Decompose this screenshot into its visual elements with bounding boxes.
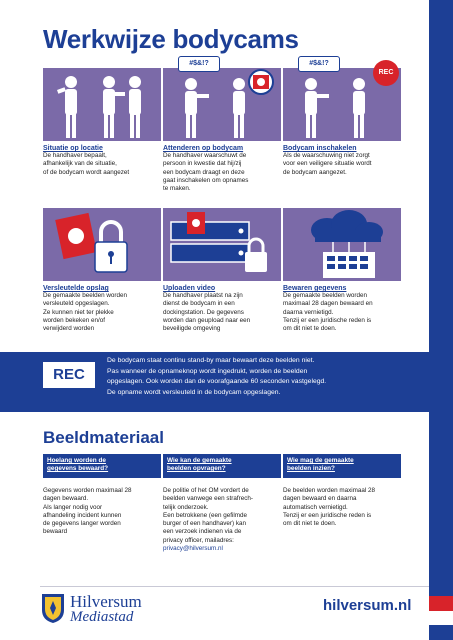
- card-text: De handhaver bepaalt, afhankelijk van de situatie, of de bodycam wordt aangezet: [43, 152, 130, 176]
- rec-label: REC: [43, 362, 95, 388]
- footer-divider: [40, 586, 429, 587]
- cloud-calendar-illustration: [283, 208, 401, 281]
- column-bewaartermijn: [43, 454, 161, 537]
- page-title: Werkwijze bodycams: [43, 24, 299, 54]
- card-heading: Bewaren gegevens: [283, 285, 347, 292]
- column-text: [163, 487, 281, 553]
- column-heading: Wie mag de gemaakte beelden inzien?: [283, 454, 401, 478]
- warning-illustration: [163, 68, 281, 141]
- rec-badge: REC: [373, 60, 399, 86]
- column-text: Gegevens worden maximaal 28 dagen bewaard. Als langer nodig voor afhandeling incident kunnen de gegevens langer worden bewaard: [43, 487, 132, 536]
- hilversum-logo[interactable]: [40, 590, 190, 630]
- card-heading: Versleutelde opslag: [43, 285, 109, 292]
- card-heading: Situatie op locatie: [43, 145, 103, 152]
- logo-line2: Mediastad: [70, 609, 134, 625]
- dockingstation-illustration: [163, 208, 281, 281]
- card-heading: Attenderen op bodycam: [163, 145, 244, 152]
- card-heading: Uploaden video: [163, 285, 216, 292]
- card-text: De gemaakte beelden worden versleuteld opgeslagen. Ze kunnen niet ter plekke worden bekeken en/of verwijderd worden: [43, 292, 128, 333]
- card-heading: Bodycam inschakelen: [283, 145, 357, 152]
- card-uploaden: [163, 208, 281, 333]
- column-heading: Wie kan de gemaakte beelden opvragen?: [163, 454, 281, 478]
- card-bewaren: [283, 208, 401, 333]
- privacy-email-link[interactable]: privacy@hilversum.nl: [163, 545, 223, 553]
- column-body: De politie of het OM vordert de beelden vanwege een strafrech- telijk onderzoek. Een betrokkene (een gefilmde burger of een handhaver) kan een verzoek indienen via de privacy officer, mailadres:: [163, 487, 253, 544]
- dutch-flag: [429, 596, 453, 640]
- speech-bubble: #$&!?: [178, 56, 220, 72]
- column-heading: Hoelang worden de gegevens bewaard?: [43, 454, 161, 478]
- column-inzien: [283, 454, 401, 528]
- speech-bubble: #$&!?: [298, 56, 340, 72]
- officers-illustration: [43, 68, 161, 141]
- card-attenderen: [163, 68, 281, 193]
- card-opslag: [43, 208, 161, 333]
- card-text: De handhaver plaatst na zijn dienst de bodycam in een dockingstation. De gegevens worden dan geupload naar een beveiligde omgeving: [163, 292, 251, 333]
- side-stripe: [429, 0, 453, 640]
- card-text: De gemaakte beelden worden maximaal 28 dagen bewaard en daarna vernietigd. Tenzij er een juridische reden is om dit niet te doen.: [283, 292, 373, 333]
- column-opvragen: [163, 454, 281, 553]
- column-text: De beelden worden maximaal 28 dagen bewaard en daarna automatisch vernietigd. Tenzij er een juridische reden is om dit niet te doen.: [283, 487, 376, 528]
- website-link[interactable]: hilversum.nl: [323, 597, 412, 614]
- lock-illustration: [43, 208, 161, 281]
- logo-line1: Hilversum: [70, 592, 142, 611]
- card-text: De handhaver waarschuwt de persoon in kwestie dat hij/zij een bodycam draagt en deze gaat inschakelen om opnames te maken.: [163, 152, 249, 193]
- crest-icon: [40, 592, 66, 624]
- section-title: Beeldmateriaal: [43, 428, 164, 447]
- rec-description: De bodycam staat continu stand-by maar bewaart deze beelden niet. Pas wanneer de opnameknop wordt ingedrukt, worden de beelden opgeslagen. Ook worden dan de voorafgaande 60 seconden vastgelegd. De opname wordt versleuteld in de bodycam opgeslagen.: [107, 357, 327, 396]
- card-situatie: [43, 68, 161, 177]
- card-text: Als de waarschuwing niet zorgt voor een veiligere situatie wordt de bodycam aangezet.: [283, 152, 372, 176]
